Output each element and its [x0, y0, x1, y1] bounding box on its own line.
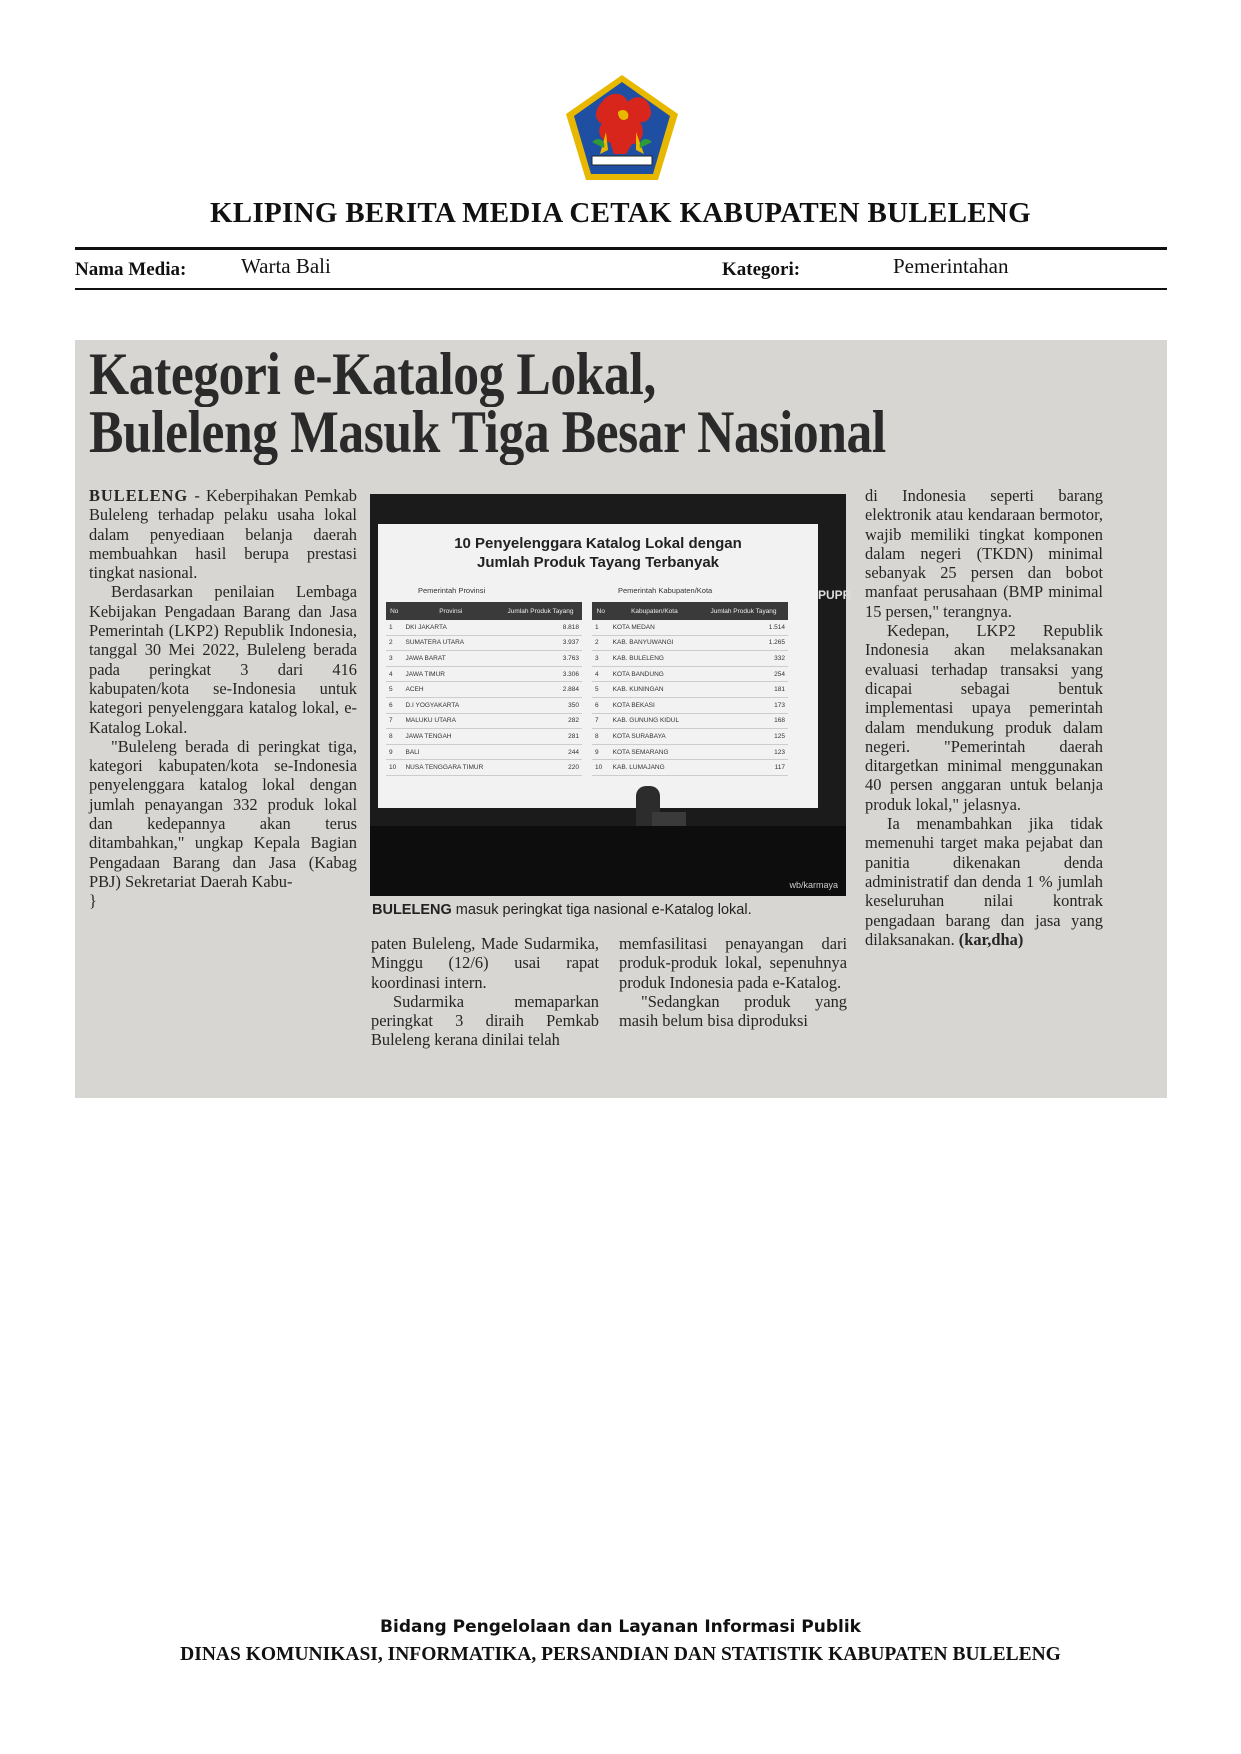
- table-cell: JAWA TIMUR: [402, 666, 499, 682]
- table-row: [592, 744, 788, 760]
- table-cell: 5: [592, 682, 610, 698]
- table-row: [386, 760, 582, 776]
- table-cell: 10: [386, 760, 402, 776]
- paragraph-text: Ia menambahkan jika tidak memenuhi target maka pejabat dan panitia dikenakan denda administratif dan denda 1 % jumlah keseluruhan nilai kontrak pengadaan barang dan jasa yang dilaksanakan.: [865, 814, 1103, 949]
- table-cell: 123: [699, 744, 788, 760]
- table-cell: 3: [592, 651, 610, 667]
- regency-header-cell: No: [592, 602, 610, 620]
- table-cell: 1.514: [699, 620, 788, 635]
- caption-lead: BULELENG: [372, 902, 452, 918]
- table-cell: 181: [699, 682, 788, 698]
- article-column-2: [371, 934, 599, 1050]
- table-cell: D.I YOGYAKARTA: [402, 697, 499, 713]
- pupr-logo: PUPR: [818, 588, 852, 602]
- table-cell: 125: [699, 729, 788, 745]
- province-header-cell: Jumlah Produk Tayang: [499, 602, 582, 620]
- table-cell: 10: [592, 760, 610, 776]
- table-cell: DKI JAKARTA: [402, 620, 499, 635]
- table-row: [386, 729, 582, 745]
- screen-title-line-2: Jumlah Produk Tayang Terbanyak: [476, 554, 719, 571]
- table-row: [386, 744, 582, 760]
- paragraph: [865, 814, 1103, 949]
- table-cell: 244: [499, 744, 582, 760]
- table-cell: 6: [592, 697, 610, 713]
- regency-table-caption: Pemerintah Kabupaten/Kota: [618, 586, 713, 595]
- table-cell: NUSA TENGGARA TIMUR: [402, 760, 499, 776]
- table-row: [592, 697, 788, 713]
- category-value: Pemerintahan: [893, 254, 1009, 278]
- province-header-cell: No: [386, 602, 402, 620]
- table-row: [592, 729, 788, 745]
- paragraph: memfasilitasi penayangan dari produk-produk lokal, sepenuhnya produk Indonesia pada e-Katalog.: [619, 934, 847, 992]
- table-cell: KAB. LUMAJANG: [610, 760, 699, 776]
- table-cell: KOTA SURABAYA: [610, 729, 699, 745]
- paragraph: Kedepan, LKP2 Republik Indonesia akan melaksanakan evaluasi terhadap transaksi yang dicapai sebagai bentuk implementasi upaya pemerintah dalam mendukung produk dalam negeri. "Pemerintah daerah ditargetkan minimal menggunakan 40 persen anggaran untuk belanja produk lokal," jelasnya.: [865, 621, 1103, 814]
- table-cell: 3.306: [499, 666, 582, 682]
- table-cell: 7: [592, 713, 610, 729]
- buleleng-regency-logo: [562, 72, 682, 184]
- table-row: [386, 635, 582, 651]
- paragraph: "Buleleng berada di peringkat tiga, kategori kabupaten/kota se-Indonesia penyelenggara katalog lokal dengan jumlah penayangan 332 produk lokal dan kedepannya akan terus ditambahkan," ungkap Kepala Bagian Pengadaan Barang dan Jasa (Kabag PBJ) Sekretariat Daerah Kabu-: [89, 736, 357, 891]
- table-row: [592, 635, 788, 651]
- headline-line-2: Buleleng Masuk Tiga Besar Nasional: [89, 399, 886, 465]
- table-cell: KAB. GUNUNG KIDUL: [610, 713, 699, 729]
- media-name-label: Nama Media:: [75, 259, 187, 280]
- table-row: [592, 651, 788, 667]
- table-row: [386, 666, 582, 682]
- paragraph: paten Buleleng, Made Sudarmika, Minggu (12/6) usai rapat koordinasi intern.: [371, 934, 599, 992]
- table-cell: JAWA TENGAH: [402, 729, 499, 745]
- table-cell: 6: [386, 697, 402, 713]
- regency-header-cell: Kabupaten/Kota: [610, 602, 699, 620]
- table-cell: 9: [592, 744, 610, 760]
- table-cell: JAWA BARAT: [402, 651, 499, 667]
- table-cell: 5: [386, 682, 402, 698]
- media-name-value: Warta Bali: [241, 254, 331, 278]
- table-cell: MALUKU UTARA: [402, 713, 499, 729]
- table-cell: KAB. BANYUWANGI: [610, 635, 699, 651]
- table-cell: ACEH: [402, 682, 499, 698]
- newspaper-clipping: [75, 340, 1167, 1098]
- table-cell: 4: [386, 666, 402, 682]
- paragraph: di Indonesia seperti barang elektronik atau kendaraan bermotor, wajib memiliki tingkat komponen dalam negeri (TKDN) minimal sebanyak 25 persen dan bobot manfaat perusahaan (BMP minimal 15 persen," terangnya.: [865, 486, 1103, 621]
- table-cell: 7: [386, 713, 402, 729]
- province-header-cell: Provinsi: [402, 602, 499, 620]
- page-title: KLIPING BERITA MEDIA CETAK KABUPATEN BULELENG: [209, 197, 1032, 229]
- table-cell: 254: [699, 666, 788, 682]
- province-table: [386, 602, 582, 776]
- article-photo: [370, 494, 852, 896]
- table-cell: BALI: [402, 744, 499, 760]
- photo-credit: wb/karmaya: [789, 880, 838, 890]
- table-cell: 281: [499, 729, 582, 745]
- table-cell: 168: [699, 713, 788, 729]
- table-cell: 2.884: [499, 682, 582, 698]
- table-cell: 332: [699, 651, 788, 667]
- paragraph: [89, 486, 357, 582]
- paragraph: "Sedangkan produk yang masih belum bisa diproduksi: [619, 991, 847, 1031]
- table-cell: 117: [699, 760, 788, 776]
- table-cell: 3.937: [499, 635, 582, 651]
- table-cell: 1.265: [699, 635, 788, 651]
- table-row: [592, 666, 788, 682]
- paragraph-text: - Keberpihakan Pemkab Buleleng terhadap pelaku usaha lokal dalam penyediaan belanja daerah membuahkan hasil berupa prestasi tingkat nasional.: [89, 486, 357, 583]
- table-cell: KAB. KUNINGAN: [610, 682, 699, 698]
- audience-silhouette: [370, 826, 846, 896]
- table-cell: 3.763: [499, 651, 582, 667]
- table-cell: 1: [386, 620, 402, 635]
- table-cell: 2: [386, 635, 402, 651]
- footer-department: Bidang Pengelolaan dan Layanan Informasi Publik: [380, 1617, 861, 1637]
- table-cell: 4: [592, 666, 610, 682]
- presentation-screen: [378, 524, 818, 808]
- table-row: [386, 697, 582, 713]
- table-cell: KAB. BULELENG: [610, 651, 699, 667]
- author-signoff: (kar,dha): [958, 929, 1024, 949]
- table-row: [386, 651, 582, 667]
- regency-table: [592, 602, 788, 776]
- article-column-4: [865, 486, 1103, 949]
- article-column-1: BULELENG - Keberpihakan Pemkab Buleleng terhadap pelaku usaha lokal dalam penyediaan belanja daerah membuahkan hasil berupa prestasi tingkat nasional. Berdasarkan penilaian Lembaga Kebijakan Pengadaan Barang dan Jasa Pemerintah (LKP2) Republik Indonesia, tanggal 30 Mei 2022, Buleleng berada pada peringkat 3 dari 416 kabupaten/kota se-Indonesia untuk kategori penyelenggara katalog lokal, e-Katalog Lokal. "Buleleng berada di peringkat tiga, kategori kabupaten/kota se-Indonesia penyelenggara katalog lokal dengan jumlah penayangan 332 produk lokal dan kedepannya akan terus ditambahkan," ungkap Kepala Bagian Pengadaan Barang dan Jasa (Kabag PBJ) Sekretariat Daerah Kabu- }: [89, 486, 357, 911]
- table-cell: 1: [592, 620, 610, 635]
- table-cell: KOTA SEMARANG: [610, 744, 699, 760]
- province-table-caption: Pemerintah Provinsi: [418, 586, 486, 595]
- headline-line-1: Kategori e-Katalog Lokal,: [89, 341, 656, 407]
- screen-title: [378, 534, 818, 572]
- table-cell: 8: [592, 729, 610, 745]
- table-cell: 9: [386, 744, 402, 760]
- article-column-3: [619, 934, 847, 1030]
- table-cell: 282: [499, 713, 582, 729]
- table-row: [592, 760, 788, 776]
- table-cell: 8.818: [499, 620, 582, 635]
- dateline: BULELENG: [89, 486, 189, 505]
- screen-title-line-1: 10 Penyelenggara Katalog Lokal dengan: [454, 535, 742, 552]
- regency-header-cell: Jumlah Produk Tayang: [699, 602, 788, 620]
- table-cell: SUMATERA UTARA: [402, 635, 499, 651]
- table-cell: KOTA BEKASI: [610, 697, 699, 713]
- table-row: [386, 682, 582, 698]
- photo-caption: [372, 902, 850, 918]
- table-cell: 220: [499, 760, 582, 776]
- paragraph: Berdasarkan penilaian Lembaga Kebijakan Pengadaan Barang dan Jasa Pemerintah (LKP2) Republik Indonesia, tanggal 30 Mei 2022, Buleleng berada pada peringkat 3 dari 416 kabupaten/kota se-Indonesia untuk kategori penyelenggara katalog lokal, e-Katalog Lokal.: [89, 582, 357, 737]
- footer-agency: DINAS KOMUNIKASI, INFORMATIKA, PERSANDIAN DAN STATISTIK KABUPATEN BULELENG: [180, 1644, 1061, 1665]
- table-cell: 2: [592, 635, 610, 651]
- table-cell: KOTA MEDAN: [610, 620, 699, 635]
- table-row: [592, 620, 788, 635]
- table-cell: 8: [386, 729, 402, 745]
- table-row: [592, 713, 788, 729]
- table-row: [386, 713, 582, 729]
- table-row: [386, 620, 582, 635]
- table-cell: 173: [699, 697, 788, 713]
- table-cell: 350: [499, 697, 582, 713]
- media-info-bar: [75, 247, 1167, 290]
- table-cell: 3: [386, 651, 402, 667]
- table-cell: KOTA BANDUNG: [610, 666, 699, 682]
- category-label: Kategori:: [722, 259, 801, 280]
- paragraph: Sudarmika memaparkan peringkat 3 diraih Pemkab Buleleng kerana dinilai telah: [371, 991, 599, 1050]
- table-row: [592, 682, 788, 698]
- caption-text: masuk peringkat tiga nasional e-Katalog lokal.: [451, 902, 752, 918]
